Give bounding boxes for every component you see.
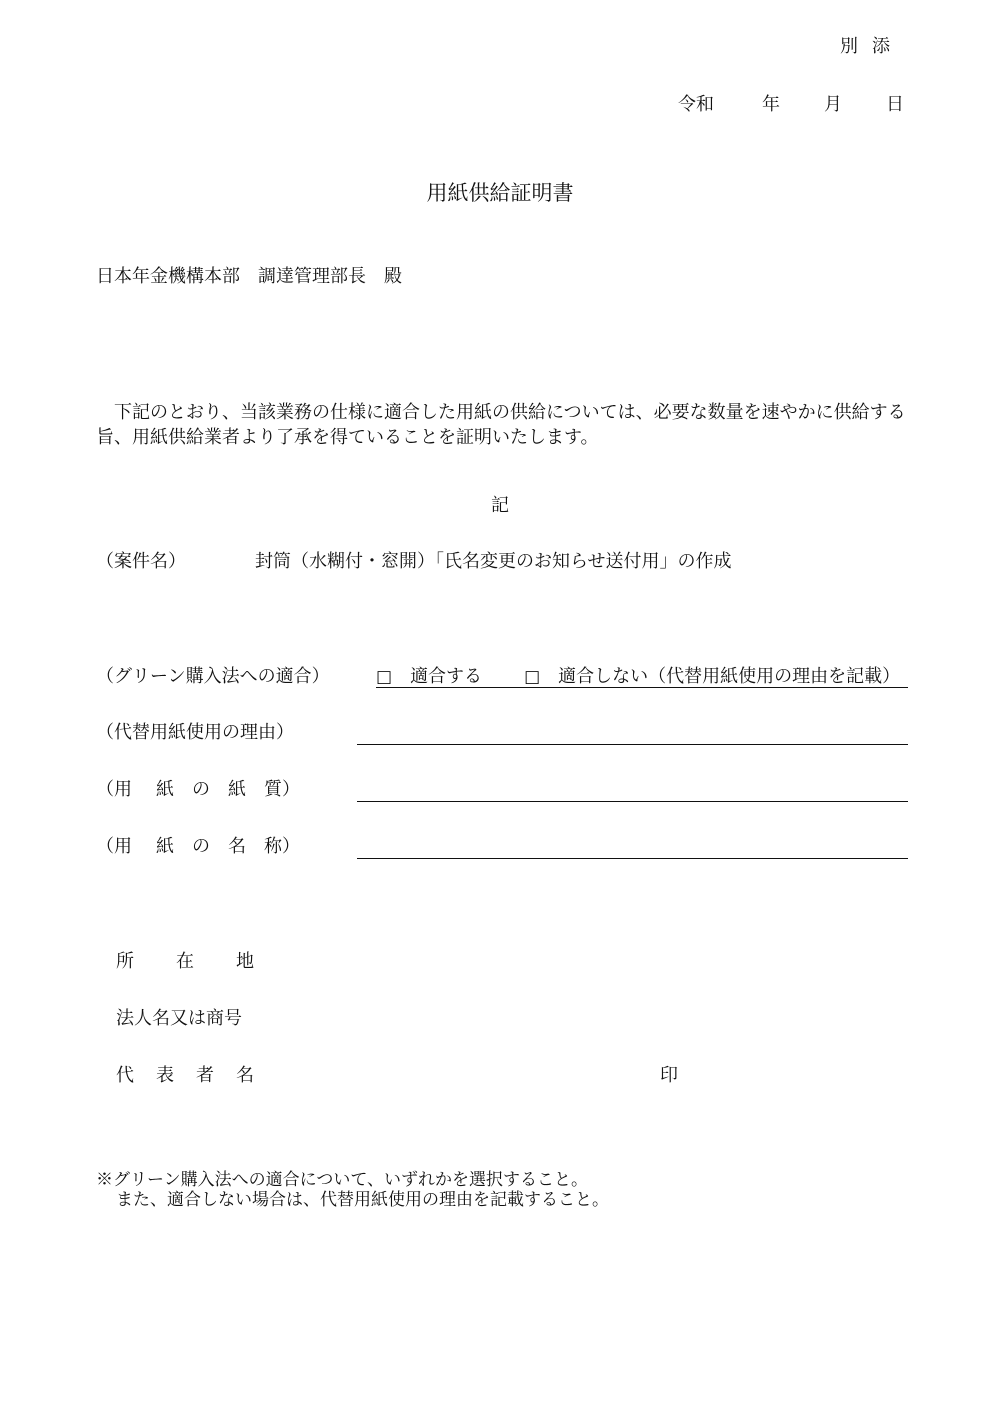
note-line-2: また、適合しない場合は、代替用紙使用の理由を記載すること。	[116, 1190, 609, 1210]
case-name-value: 封筒（水糊付・窓開）「氏名変更のお知らせ送付用」の作成	[255, 551, 732, 572]
checkbox-conform[interactable]: □	[376, 667, 393, 687]
paper-name-field[interactable]	[357, 858, 908, 859]
alt-paper-reason-field[interactable]	[357, 744, 908, 745]
option-nonconform-label: 適合しない（代替用紙使用の理由を記載）	[558, 666, 901, 687]
green-purchase-options	[376, 668, 900, 686]
note-line-1: ※グリーン購入法への適合について、いずれかを選択すること。	[96, 1170, 588, 1190]
representative-label: 代 表 者 名	[116, 1065, 254, 1086]
document-title: 用紙供給証明書	[426, 181, 574, 205]
attachment-label: 別添	[840, 36, 904, 57]
green-purchase-label: （グリーン購入法への適合）	[96, 666, 330, 687]
date-era: 令和	[678, 94, 714, 115]
option-conform-label: 適合する	[410, 666, 483, 687]
checkbox-nonconform[interactable]: □	[524, 667, 541, 687]
ki-heading: 記	[491, 495, 509, 516]
option-nonconform[interactable]	[524, 668, 900, 686]
paper-quality-field[interactable]	[357, 801, 908, 802]
date-day: 日	[886, 94, 904, 115]
option-conform[interactable]	[376, 668, 482, 686]
date-year: 年	[762, 94, 780, 115]
certification-text: 下記のとおり、当該業務の仕様に適合した用紙の供給については、必要な数量を速やかに供給する旨、用紙供給業者より了承を得ていることを証明いたします。	[96, 402, 906, 449]
address-label: 所 在 地	[116, 951, 254, 972]
seal-mark: 印	[660, 1065, 678, 1086]
corporate-name-label: 法人名又は商号	[116, 1008, 242, 1029]
addressee: 日本年金機構本部 調達管理部長 殿	[96, 266, 402, 287]
date-line	[678, 96, 904, 114]
green-options-underline	[376, 687, 908, 688]
date-month: 月	[824, 94, 842, 115]
case-name-label: （案件名）	[96, 551, 186, 572]
paper-name-label: （用 紙 の 名 称）	[96, 836, 300, 857]
alt-paper-reason-label: （代替用紙使用の理由）	[96, 722, 294, 743]
paper-quality-label: （用 紙 の 紙 質）	[96, 779, 300, 800]
